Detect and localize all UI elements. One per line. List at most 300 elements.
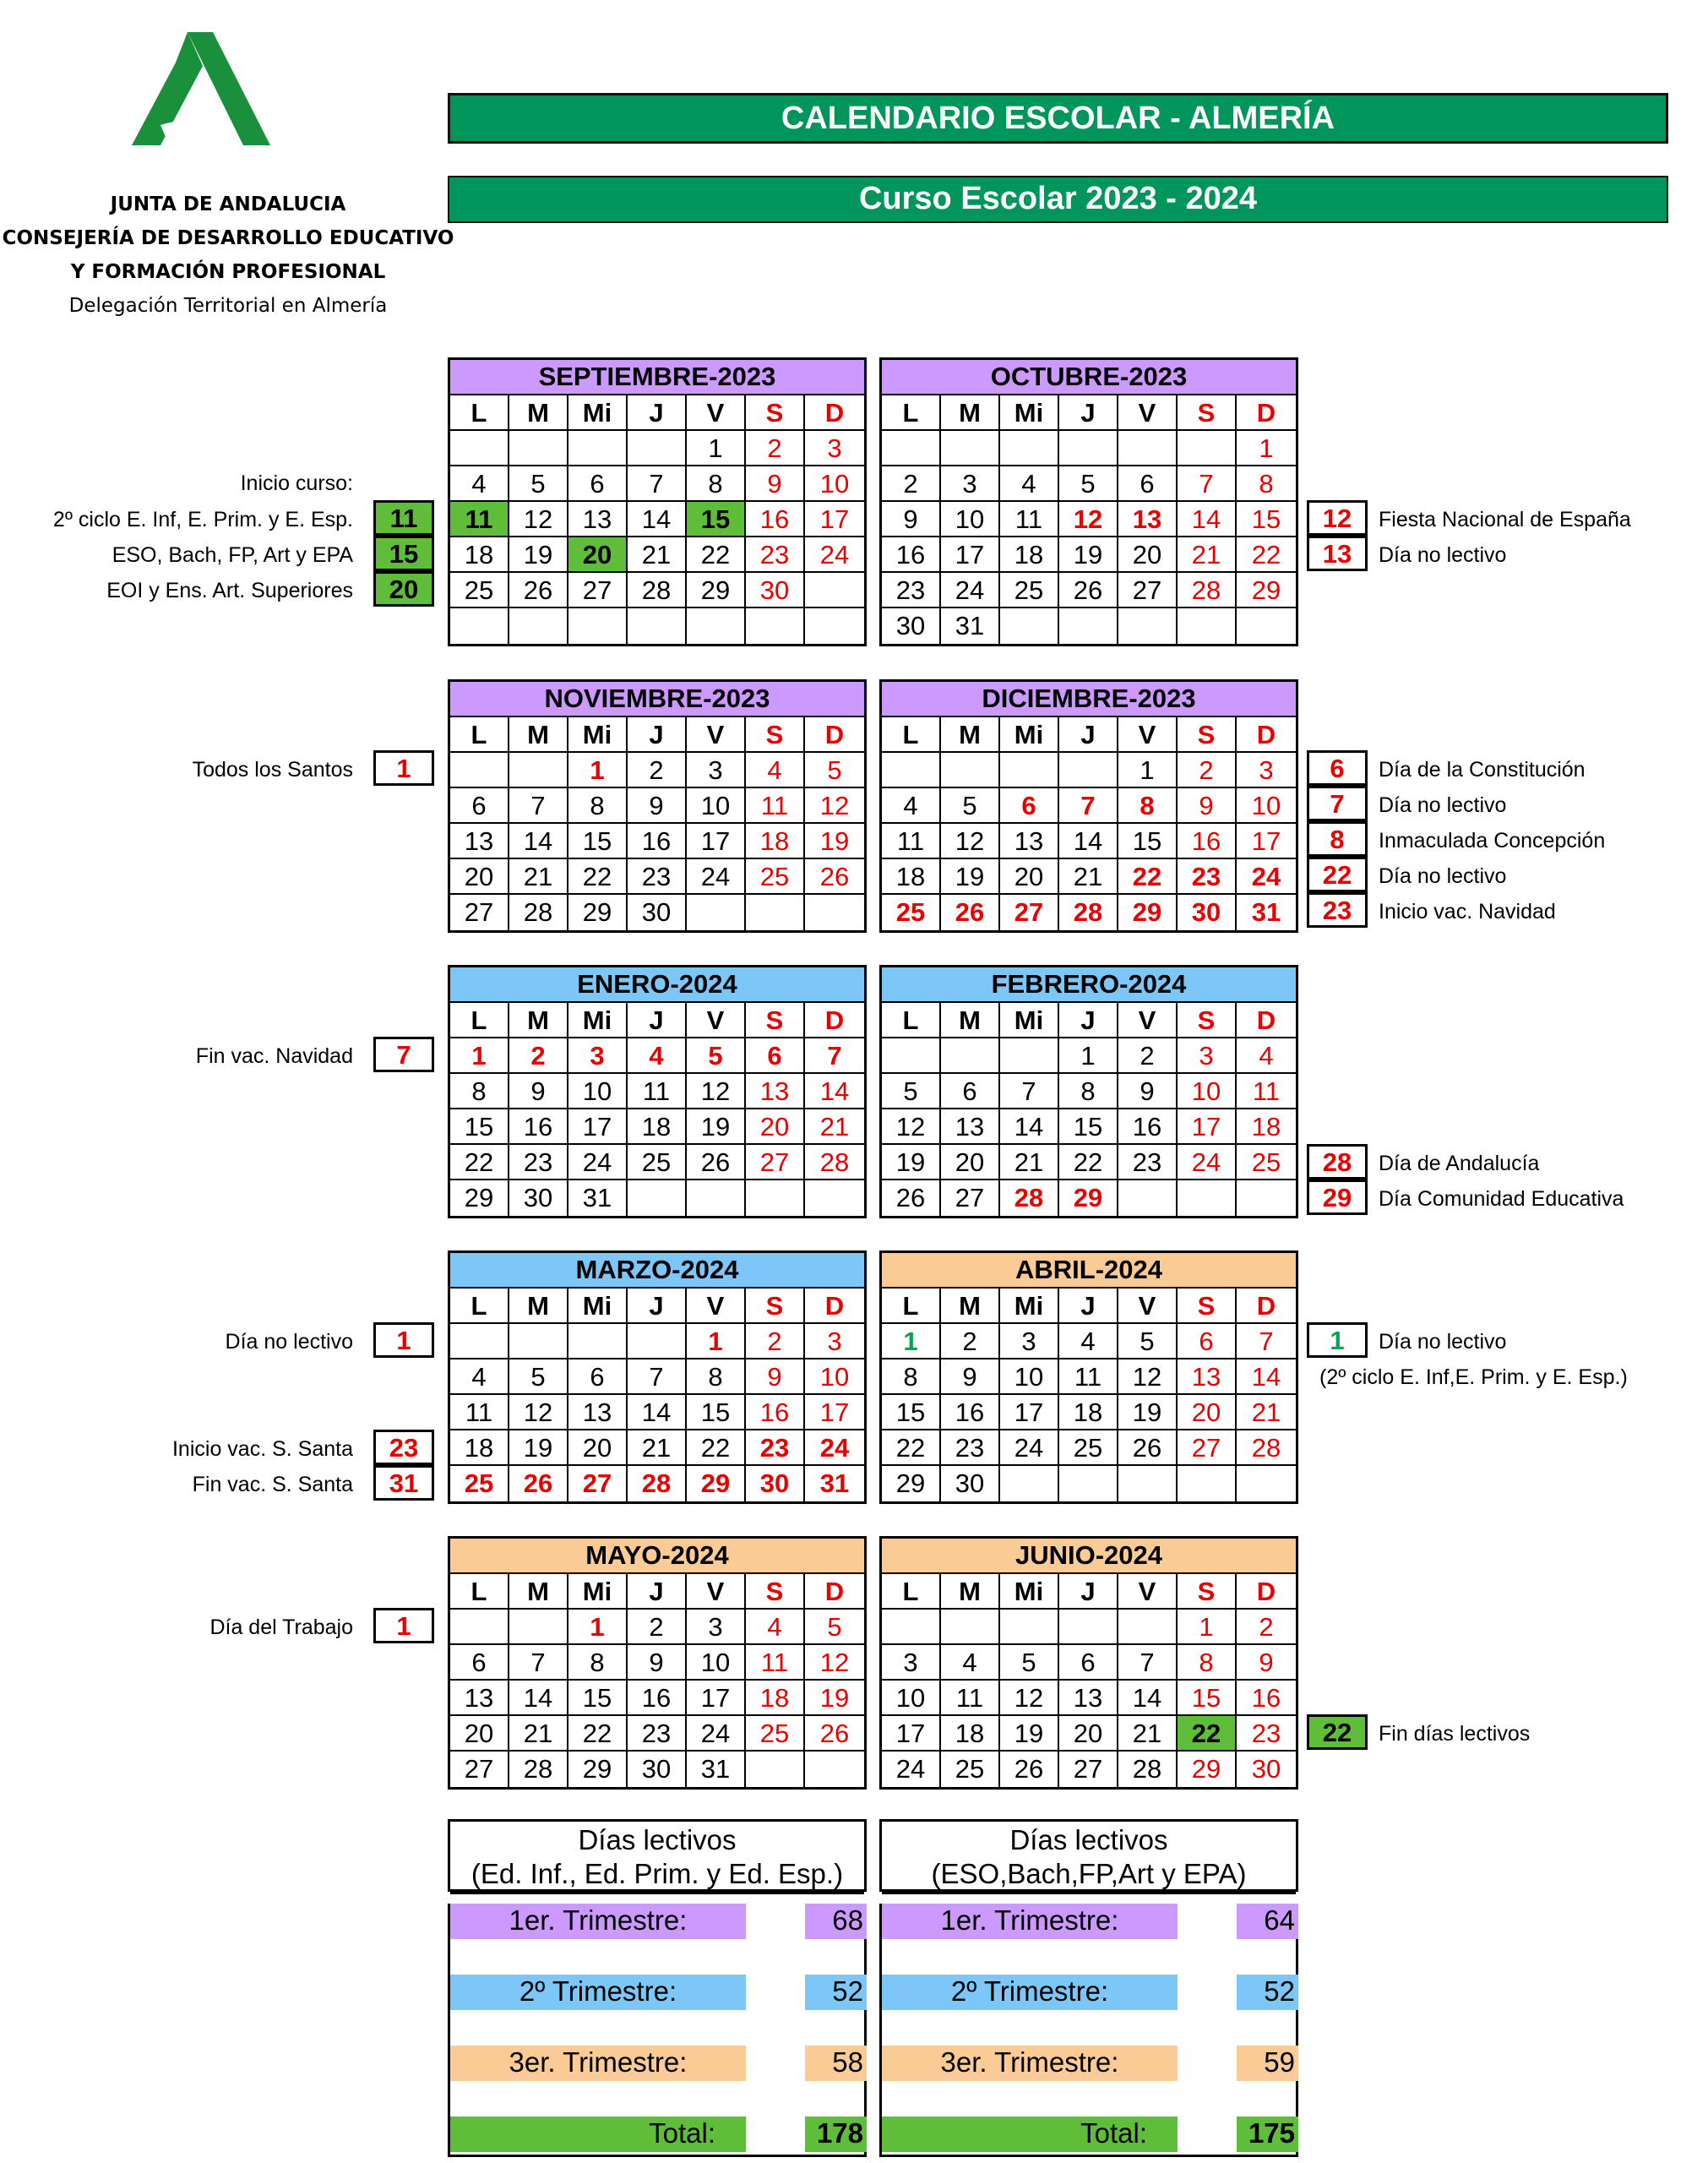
day-cell: 15	[1178, 1681, 1237, 1716]
empty-day-cell	[509, 1610, 568, 1645]
day-cell: 2	[1178, 753, 1237, 788]
day-cell: 15	[568, 824, 628, 859]
month-jun	[879, 1536, 1298, 1790]
day-cell: 28	[509, 895, 568, 930]
day-cell: 24	[687, 859, 746, 895]
day-cell: 26	[687, 1145, 746, 1180]
weekday-header: J	[1059, 1003, 1118, 1038]
day-cell: 5	[1118, 1324, 1178, 1359]
day-cell: 22	[687, 537, 746, 573]
day-cell: 23	[1237, 1716, 1296, 1752]
day-cell: 17	[1000, 1395, 1059, 1430]
day-cell: 28	[509, 1752, 568, 1787]
day-cell: 3	[687, 753, 746, 788]
day-cell: 13	[746, 1074, 805, 1109]
day-cell: 11	[1000, 502, 1059, 537]
weekday-header: J	[628, 1289, 687, 1324]
day-cell: 20	[1059, 1716, 1118, 1752]
day-cell: 9	[1237, 1645, 1296, 1681]
day-cell: 30	[509, 1180, 568, 1216]
weekday-header: V	[687, 1003, 746, 1038]
empty-day-cell	[941, 431, 1000, 466]
day-cell: 20	[1118, 537, 1178, 573]
weekday-header: S	[1178, 1289, 1237, 1324]
day-cell: 28	[1059, 895, 1118, 930]
day-cell: 7	[509, 788, 568, 824]
weekday-header: D	[805, 1003, 864, 1038]
empty-day-cell	[450, 431, 509, 466]
day-cell: 29	[1237, 573, 1296, 608]
day-cell: 20	[568, 1430, 628, 1466]
day-cell: 4	[941, 1645, 1000, 1681]
weekday-header: L	[882, 395, 941, 431]
day-cell: 6	[450, 1645, 509, 1681]
month-nov	[448, 679, 867, 933]
day-cell: 9	[746, 1359, 805, 1395]
day-cell: 22	[1118, 859, 1178, 895]
day-cell: 18	[1059, 1395, 1118, 1430]
day-cell: 3	[1237, 753, 1296, 788]
day-cell: 8	[1059, 1074, 1118, 1109]
row-value: 58	[805, 2046, 867, 2081]
day-cell: 17	[941, 537, 1000, 573]
day-cell: 5	[687, 1038, 746, 1074]
weekday-header: L	[882, 1574, 941, 1610]
day-cell: 15	[687, 1395, 746, 1430]
month-title: ENERO-2024	[450, 967, 864, 1003]
day-cell: 18	[450, 1430, 509, 1466]
day-cell: 30	[746, 573, 805, 608]
day-cell: 10	[687, 788, 746, 824]
day-cell: 29	[882, 1466, 941, 1501]
left-note-label: Fin vac. S. Santa	[192, 1473, 353, 1496]
day-cell: 8	[568, 788, 628, 824]
day-cell: 10	[1178, 1074, 1237, 1109]
empty-day-cell	[568, 431, 628, 466]
empty-day-cell	[1118, 608, 1178, 644]
weekday-header: D	[1237, 1289, 1296, 1324]
day-cell: 1	[450, 1038, 509, 1074]
day-cell: 4	[746, 753, 805, 788]
day-cell: 24	[687, 1716, 746, 1752]
empty-day-cell	[509, 608, 568, 644]
empty-day-cell	[568, 608, 628, 644]
empty-day-cell	[1118, 1466, 1178, 1501]
day-cell: 6	[1118, 466, 1178, 502]
calendar-title: CALENDARIO ESCOLAR - ALMERÍA	[448, 93, 1668, 144]
day-cell: 25	[941, 1752, 1000, 1787]
month-grid	[882, 1289, 1296, 1501]
org-line-4: Delegación Territorial en Almería	[68, 295, 388, 317]
weekday-header: D	[805, 1574, 864, 1610]
row-value: 52	[805, 1975, 867, 2010]
day-cell: 13	[1059, 1681, 1118, 1716]
left-note-label: Fin vac. Navidad	[195, 1044, 353, 1068]
day-cell: 12	[805, 788, 864, 824]
day-cell: 8	[1178, 1645, 1237, 1681]
row-label: Total:	[882, 2117, 1178, 2152]
day-cell: 5	[882, 1074, 941, 1109]
course-year: Curso Escolar 2023 - 2024	[448, 176, 1668, 223]
day-cell: 25	[450, 1466, 509, 1501]
weekday-header: Mi	[568, 1003, 628, 1038]
day-cell: 12	[509, 1395, 568, 1430]
empty-day-cell	[1118, 431, 1178, 466]
day-cell: 14	[628, 1395, 687, 1430]
weekday-header: J	[628, 1574, 687, 1610]
day-cell: 28	[1178, 573, 1237, 608]
day-cell: 4	[628, 1038, 687, 1074]
month-title: JUNIO-2024	[882, 1539, 1296, 1574]
left-note-day-box: 1	[373, 1322, 434, 1358]
day-cell: 25	[1237, 1145, 1296, 1180]
weekday-header: J	[1059, 1574, 1118, 1610]
day-cell: 5	[805, 753, 864, 788]
weekday-header: S	[1178, 717, 1237, 753]
right-note-day-box: 28	[1307, 1144, 1368, 1180]
left-note-day-box: 1	[373, 1608, 434, 1643]
day-cell: 10	[687, 1645, 746, 1681]
day-cell: 7	[1118, 1645, 1178, 1681]
weekday-header: S	[746, 1574, 805, 1610]
day-cell: 14	[1059, 824, 1118, 859]
day-cell: 30	[628, 1752, 687, 1787]
day-cell: 1	[882, 1324, 941, 1359]
day-cell: 8	[687, 1359, 746, 1395]
weekday-header: D	[805, 395, 864, 431]
day-cell: 31	[1251, 897, 1281, 927]
weekday-header: M	[509, 1003, 568, 1038]
summary-head-1: Días lectivos	[1009, 1824, 1168, 1855]
day-cell: 3	[1178, 1038, 1237, 1074]
right-note-label: Día de Andalucía	[1379, 1152, 1540, 1175]
left-note-label: Día del Trabajo	[209, 1615, 353, 1639]
row-label: Total:	[450, 2117, 746, 2152]
day-cell: 12	[1118, 1359, 1178, 1395]
day-cell: 10	[941, 502, 1000, 537]
empty-day-cell	[746, 1180, 805, 1216]
row-value: 52	[1237, 1975, 1298, 2010]
day-cell: 23	[1178, 859, 1237, 895]
weekday-header: J	[628, 1003, 687, 1038]
day-cell: 23	[1118, 1145, 1178, 1180]
summary-body	[879, 1904, 1298, 2157]
day-cell: 16	[1178, 824, 1237, 859]
empty-day-cell	[450, 608, 509, 644]
empty-day-cell	[687, 895, 746, 930]
day-cell: 5	[1000, 1645, 1059, 1681]
day-cell: 15	[1118, 824, 1178, 859]
day-cell: 29	[1118, 895, 1178, 930]
day-cell: 5	[1059, 466, 1118, 502]
weekday-header: V	[687, 1289, 746, 1324]
empty-day-cell	[450, 753, 509, 788]
weekday-header: D	[1237, 1003, 1296, 1038]
day-cell: 18	[1237, 1109, 1296, 1145]
right-note-label: Inmaculada Concepción	[1379, 829, 1606, 853]
empty-day-cell	[746, 608, 805, 644]
weekday-header: D	[1237, 395, 1296, 431]
day-cell: 6	[1000, 788, 1059, 824]
day-cell: 7	[1237, 1324, 1296, 1359]
day-cell: 31	[687, 1752, 746, 1787]
day-cell: 14	[628, 502, 687, 537]
day-cell: 12	[941, 824, 1000, 859]
day-cell: 13	[450, 824, 509, 859]
day-cell: 23	[941, 1430, 1000, 1466]
day-cell: 26	[509, 573, 568, 608]
day-cell: 23	[628, 1716, 687, 1752]
day-cell: 27	[1000, 895, 1059, 930]
day-cell: 1	[568, 1610, 628, 1645]
empty-day-cell	[1000, 1466, 1059, 1501]
day-cell: 7	[509, 1645, 568, 1681]
day-cell: 17	[1237, 824, 1296, 859]
day-cell: 16	[509, 1109, 568, 1145]
empty-day-cell	[1118, 1610, 1178, 1645]
day-cell: 4	[746, 1610, 805, 1645]
month-mar	[448, 1250, 867, 1504]
day-cell: 29	[568, 1752, 628, 1787]
empty-day-cell	[687, 608, 746, 644]
day-cell: 23	[882, 573, 941, 608]
weekday-header: Mi	[568, 395, 628, 431]
day-cell: 11	[746, 1645, 805, 1681]
weekday-header: M	[509, 395, 568, 431]
left-note-day-box: 7	[373, 1037, 434, 1072]
day-cell: 24	[1237, 859, 1296, 895]
empty-day-cell	[628, 1324, 687, 1359]
empty-day-cell	[628, 608, 687, 644]
day-cell: 3	[941, 466, 1000, 502]
day-cell: 23	[746, 1430, 805, 1466]
org-line-2: CONSEJERÍA DE DESARROLLO EDUCATIVO	[2, 227, 454, 249]
left-note-label: Todos los Santos	[192, 758, 353, 782]
day-cell: 7	[1059, 788, 1118, 824]
day-cell: 16	[882, 537, 941, 573]
day-cell: 1	[1237, 431, 1296, 466]
day-cell: 21	[628, 1430, 687, 1466]
empty-day-cell	[1118, 1180, 1178, 1216]
row-label: 2º Trimestre:	[450, 1975, 746, 2010]
day-cell: 1	[687, 431, 746, 466]
day-cell: 9	[882, 502, 941, 537]
empty-day-cell	[1059, 431, 1118, 466]
day-cell: 17	[882, 1716, 941, 1752]
day-cell: 26	[941, 895, 1000, 930]
day-cell: 24	[1000, 1430, 1059, 1466]
day-cell: 13	[1000, 824, 1059, 859]
day-cell: 30	[746, 1466, 805, 1501]
day-cell: 9	[1178, 788, 1237, 824]
right-note-day-box: 1	[1307, 1322, 1368, 1358]
day-cell: 22	[450, 1145, 509, 1180]
day-cell: 16	[746, 1395, 805, 1430]
left-note-label: Inicio vac. S. Santa	[171, 1437, 353, 1461]
day-cell: 27	[746, 1145, 805, 1180]
right-note-label: Día no lectivo	[1379, 793, 1507, 817]
day-cell: 22	[568, 1716, 628, 1752]
empty-day-cell	[450, 1324, 509, 1359]
empty-day-cell	[509, 431, 568, 466]
day-cell: 19	[1000, 1716, 1059, 1752]
weekday-header: L	[882, 717, 941, 753]
weekday-header: Mi	[1000, 395, 1059, 431]
month-grid	[450, 1289, 864, 1501]
weekday-header: V	[687, 717, 746, 753]
weekday-header: V	[1118, 717, 1178, 753]
day-cell: 14	[1118, 1681, 1178, 1716]
empty-day-cell	[1178, 1180, 1237, 1216]
empty-day-cell	[805, 1180, 864, 1216]
month-title: MARZO-2024	[450, 1253, 864, 1289]
day-cell: 10	[1237, 788, 1296, 824]
summary-head-1: Días lectivos	[578, 1824, 737, 1855]
month-grid	[450, 1574, 864, 1787]
day-cell: 21	[1000, 1145, 1059, 1180]
day-cell: 5	[805, 1610, 864, 1645]
day-cell: 27	[568, 1466, 628, 1501]
day-cell: 7	[628, 466, 687, 502]
weekday-header: V	[1118, 395, 1178, 431]
weekday-header: V	[1118, 1003, 1178, 1038]
day-cell: 5	[941, 788, 1000, 824]
empty-day-cell	[509, 1324, 568, 1359]
day-cell: 22	[1237, 537, 1296, 573]
empty-day-cell	[805, 573, 864, 608]
empty-day-cell	[941, 753, 1000, 788]
day-cell: 15	[882, 1395, 941, 1430]
day-cell: 5	[509, 466, 568, 502]
day-cell: 8	[1237, 466, 1296, 502]
day-cell: 25	[746, 1716, 805, 1752]
day-cell: 30	[628, 895, 687, 930]
day-cell: 19	[882, 1145, 941, 1180]
day-cell: 2	[509, 1038, 568, 1074]
weekday-header: J	[1059, 1289, 1118, 1324]
day-cell: 28	[805, 1145, 864, 1180]
weekday-header: S	[1178, 1574, 1237, 1610]
left-note-day-box: 23	[373, 1430, 434, 1465]
month-title: MAYO-2024	[450, 1539, 864, 1574]
day-cell: 17	[568, 1109, 628, 1145]
day-cell: 30	[882, 608, 941, 644]
empty-day-cell	[805, 608, 864, 644]
day-cell: 21	[1118, 1716, 1178, 1752]
day-cell: 6	[450, 788, 509, 824]
empty-day-cell	[882, 431, 941, 466]
day-cell: 12	[1000, 1681, 1059, 1716]
day-cell: 18	[941, 1716, 1000, 1752]
weekday-header: D	[1237, 717, 1296, 753]
day-cell: 4	[450, 1359, 509, 1395]
day-cell: 2	[1237, 1610, 1296, 1645]
day-cell: 22	[687, 1430, 746, 1466]
day-cell: 14	[1178, 502, 1237, 537]
day-cell: 7	[1178, 466, 1237, 502]
weekday-header: J	[1059, 395, 1118, 431]
day-cell: 6	[1059, 1645, 1118, 1681]
day-cell: 24	[805, 537, 864, 573]
weekday-header: L	[882, 1003, 941, 1038]
empty-day-cell	[1178, 608, 1237, 644]
left-note-day-box: 11	[373, 500, 434, 536]
weekday-header: Mi	[1000, 1574, 1059, 1610]
month-grid	[882, 395, 1296, 644]
summary-primary	[448, 1819, 867, 2157]
day-cell: 21	[1178, 537, 1237, 573]
day-cell: 21	[805, 1109, 864, 1145]
day-cell: 28	[628, 1466, 687, 1501]
empty-day-cell	[1059, 753, 1118, 788]
day-cell: 26	[1059, 573, 1118, 608]
day-cell: 19	[805, 824, 864, 859]
empty-day-cell	[746, 895, 805, 930]
day-cell: 20	[1000, 859, 1059, 895]
day-cell: 1	[1178, 1610, 1237, 1645]
day-cell: 17	[687, 1681, 746, 1716]
weekday-header: Mi	[1000, 717, 1059, 753]
right-note-day-box: 29	[1307, 1180, 1368, 1215]
weekday-header: S	[746, 395, 805, 431]
empty-day-cell	[1000, 431, 1059, 466]
day-cell: 2	[628, 753, 687, 788]
month-apr	[879, 1250, 1298, 1504]
day-cell: 11	[882, 824, 941, 859]
day-cell: 13	[1118, 502, 1178, 537]
day-cell: 2	[746, 431, 805, 466]
day-cell: 8	[1118, 788, 1178, 824]
day-cell: 19	[805, 1681, 864, 1716]
day-cell: 28	[1118, 1752, 1178, 1787]
weekday-header: M	[509, 717, 568, 753]
right-note-label: Día de la Constitución	[1379, 758, 1586, 782]
day-cell: 3	[805, 431, 864, 466]
weekday-header: M	[941, 395, 1000, 431]
weekday-header: L	[450, 1289, 509, 1324]
right-note-day-box: 12	[1307, 500, 1368, 536]
weekday-header: Mi	[568, 717, 628, 753]
month-grid	[882, 717, 1296, 930]
row-value: 68	[805, 1904, 867, 1939]
empty-day-cell	[1178, 1466, 1237, 1501]
month-grid	[450, 1003, 864, 1216]
day-cell: 26	[805, 1716, 864, 1752]
month-title: ABRIL-2024	[882, 1253, 1296, 1289]
day-cell: 19	[687, 1109, 746, 1145]
row-value: 59	[1237, 2046, 1298, 2081]
month-title: OCTUBRE-2023	[882, 360, 1296, 395]
day-cell: 17	[805, 502, 864, 537]
empty-day-cell	[450, 1610, 509, 1645]
day-cell: 13	[568, 502, 628, 537]
weekday-header: D	[805, 1289, 864, 1324]
weekday-header: V	[1118, 1574, 1178, 1610]
day-cell: 14	[509, 1681, 568, 1716]
day-cell: 2	[628, 1610, 687, 1645]
day-cell: 27	[1178, 1430, 1237, 1466]
weekday-header: S	[746, 1003, 805, 1038]
day-cell: 21	[1237, 1395, 1296, 1430]
weekday-header: V	[1118, 1289, 1178, 1324]
month-title: FEBRERO-2024	[882, 967, 1296, 1003]
empty-day-cell	[941, 1038, 1000, 1074]
day-cell: 10	[882, 1681, 941, 1716]
right-note-label: Día Comunidad Educativa	[1379, 1187, 1624, 1211]
row-value: 175	[1237, 2117, 1298, 2152]
summary-head-2: (Ed. Inf., Ed. Prim. y Ed. Esp.)	[471, 1858, 844, 1889]
day-cell: 2	[941, 1324, 1000, 1359]
